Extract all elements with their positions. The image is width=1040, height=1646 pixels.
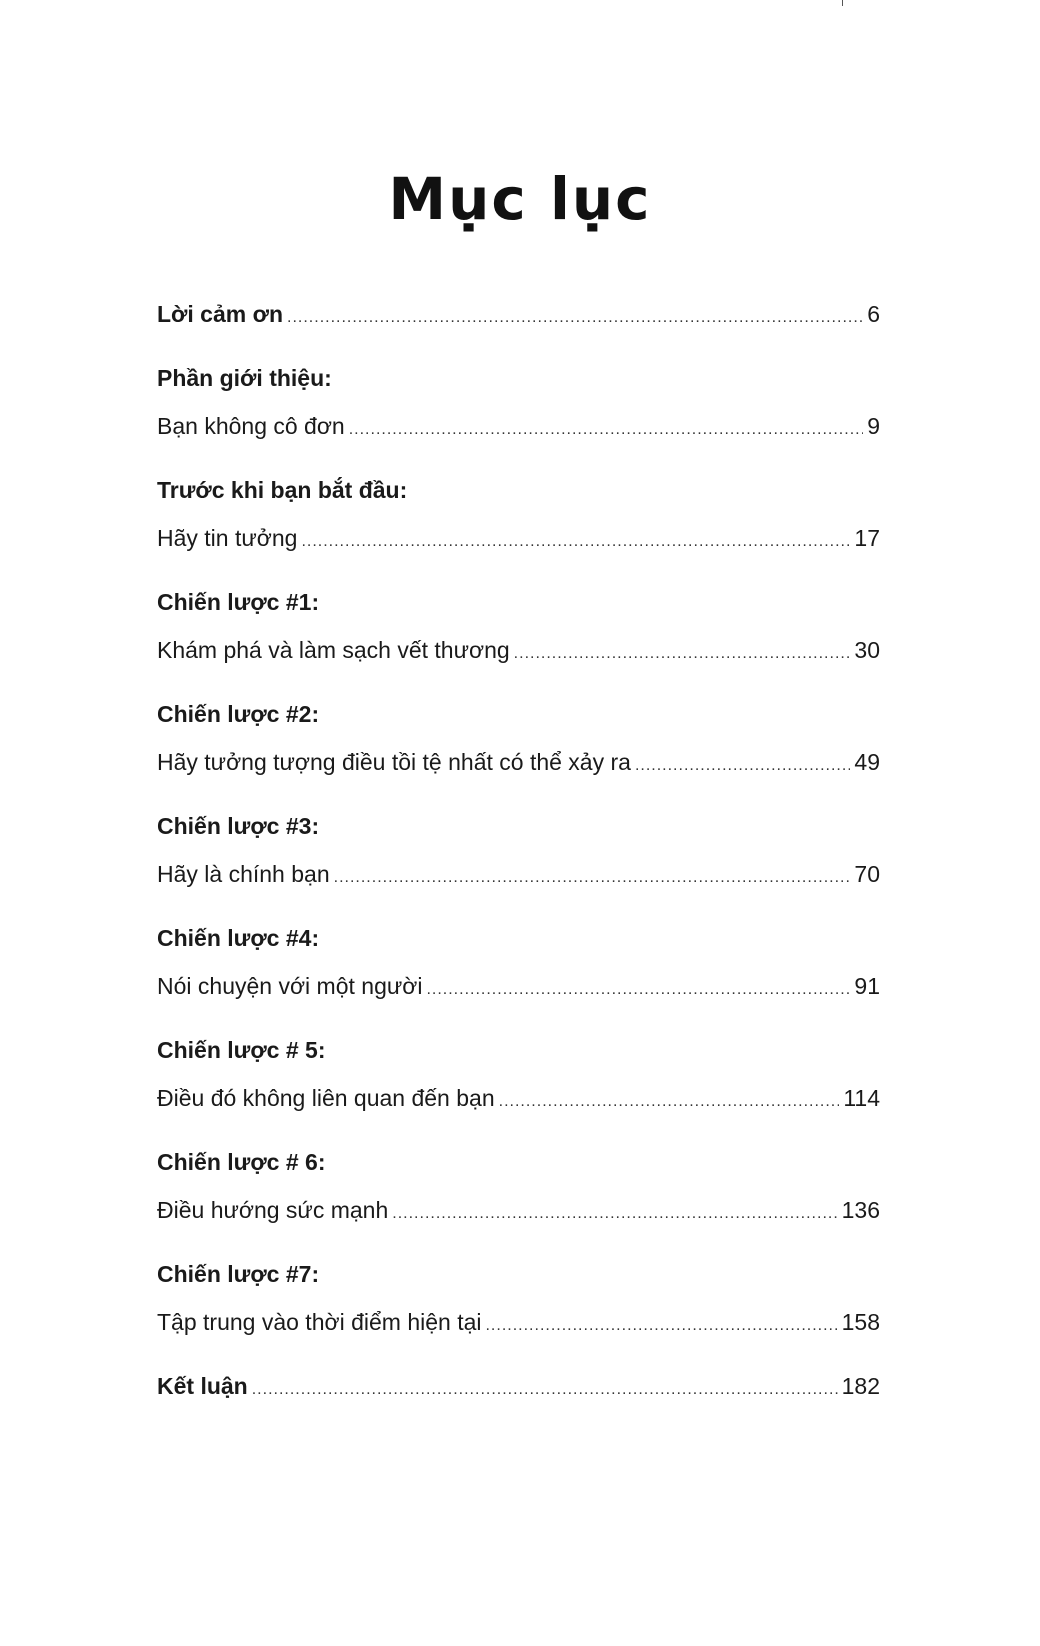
toc-page-number: 6	[867, 301, 880, 327]
toc-page-number: 136	[841, 1197, 880, 1223]
toc-entry-label: Nói chuyện với một người	[157, 973, 423, 999]
page-edge-mark	[842, 0, 843, 6]
dot-leader	[514, 630, 851, 678]
toc-section-intro	[157, 354, 880, 450]
toc-entry-acknowledgements[interactable]	[157, 290, 880, 338]
toc-section-heading: Chiến lược # 6:	[157, 1149, 326, 1175]
toc-entry-label: Tập trung vào thời điểm hiện tại	[157, 1309, 482, 1335]
toc-entry-strategy-4[interactable]	[157, 962, 880, 1010]
toc-entry-label: Bạn không cô đơn	[157, 413, 345, 439]
dot-leader	[334, 854, 851, 902]
toc-page-number: 158	[841, 1309, 880, 1335]
toc-entry-label: Điều đó không liên quan đến bạn	[157, 1085, 495, 1111]
toc-section-strategy-6	[157, 1138, 880, 1234]
toc-section-strategy-7	[157, 1250, 880, 1346]
dot-leader	[499, 1078, 840, 1126]
dot-leader	[426, 966, 850, 1014]
toc-section-heading: Trước khi bạn bắt đầu:	[157, 477, 408, 503]
toc-section-before-start	[157, 466, 880, 562]
toc-page-number: 17	[854, 525, 880, 551]
toc-entry-strategy-1[interactable]	[157, 626, 880, 674]
dot-leader	[635, 742, 850, 790]
toc-entry-label: Lời cảm ơn	[157, 301, 284, 327]
dot-leader	[485, 1302, 837, 1350]
toc-entry-conclusion[interactable]	[157, 1362, 880, 1410]
toc-entry-strategy-7[interactable]	[157, 1298, 880, 1346]
toc-section-strategy-5	[157, 1026, 880, 1122]
toc-entry-label: Hãy tin tưởng	[157, 525, 298, 551]
toc-section-strategy-2	[157, 690, 880, 786]
table-of-contents	[157, 290, 880, 1410]
toc-entry-label: Kết luận	[157, 1373, 248, 1399]
toc-entry-strategy-3[interactable]	[157, 850, 880, 898]
toc-section-strategy-1	[157, 578, 880, 674]
toc-page-number: 114	[843, 1085, 880, 1111]
page-title: Mục lục	[388, 165, 652, 233]
toc-section-strategy-4	[157, 914, 880, 1010]
toc-entry-label: Điều hướng sức mạnh	[157, 1197, 389, 1223]
toc-section-heading: Chiến lược #7:	[157, 1261, 320, 1287]
toc-section-heading: Chiến lược #1:	[157, 589, 320, 615]
toc-page-number: 182	[841, 1373, 880, 1399]
toc-section-heading: Phần giới thiệu:	[157, 365, 332, 391]
toc-page-number: 9	[867, 413, 880, 439]
toc-section-heading: Chiến lược #3:	[157, 813, 320, 839]
toc-section-heading: Chiến lược # 5:	[157, 1037, 326, 1063]
toc-entry-intro[interactable]	[157, 402, 880, 450]
dot-leader	[301, 518, 850, 566]
dot-leader	[392, 1190, 837, 1238]
dot-leader	[349, 406, 863, 454]
dot-leader	[287, 294, 863, 342]
toc-page-number: 30	[854, 637, 880, 663]
toc-section-heading: Chiến lược #2:	[157, 701, 320, 727]
toc-entry-before-start[interactable]	[157, 514, 880, 562]
toc-section-strategy-3	[157, 802, 880, 898]
toc-page-number: 49	[854, 749, 880, 775]
toc-entry-strategy-2[interactable]	[157, 738, 880, 786]
toc-page-number: 70	[854, 861, 880, 887]
toc-entry-label: Hãy tưởng tượng điều tồi tệ nhất có thể xảy ra	[157, 749, 631, 775]
toc-entry-strategy-5[interactable]	[157, 1074, 880, 1122]
dot-leader	[252, 1366, 838, 1414]
toc-entry-label: Khám phá và làm sạch vết thương	[157, 637, 510, 663]
toc-entry-strategy-6[interactable]	[157, 1186, 880, 1234]
toc-section-heading: Chiến lược #4:	[157, 925, 320, 951]
toc-entry-label: Hãy là chính bạn	[157, 861, 330, 887]
toc-page-number: 91	[854, 973, 880, 999]
